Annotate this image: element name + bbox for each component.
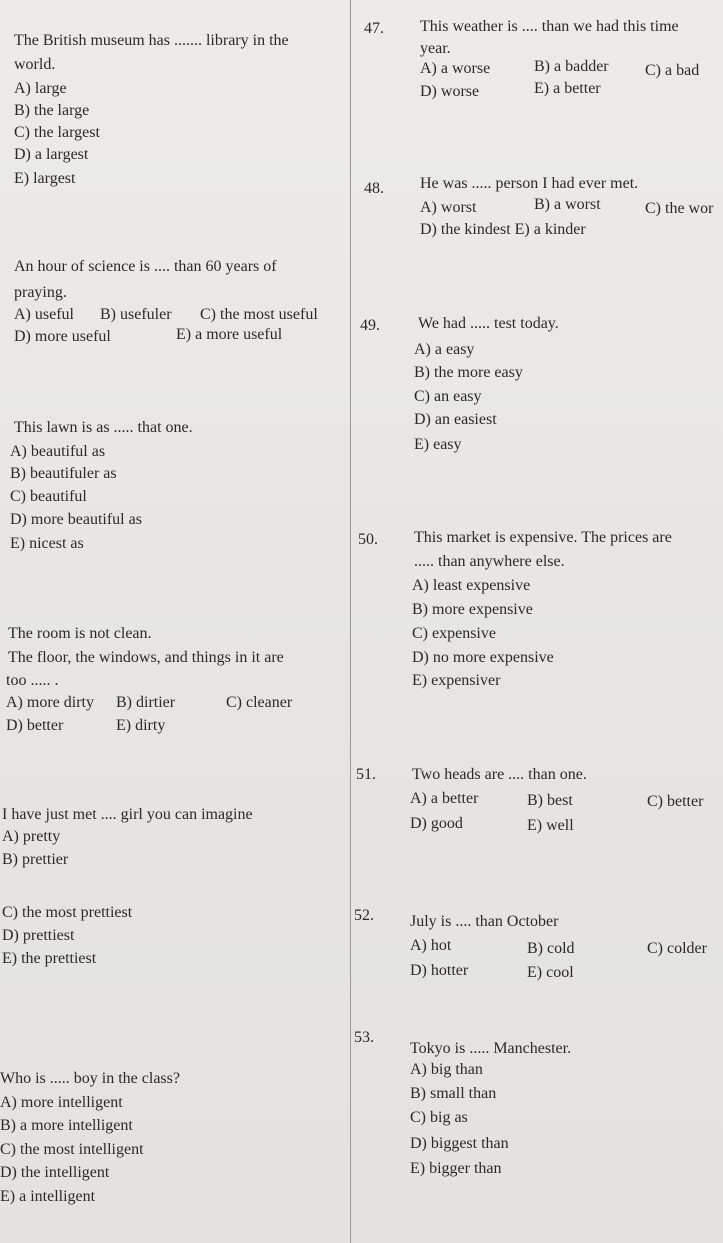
option-c: C) beautiful — [10, 488, 87, 505]
option-e: E) the prettiest — [2, 950, 97, 967]
option-e: E) a better — [534, 80, 601, 97]
option-b: B) beautifuler as — [10, 465, 117, 482]
option-b: B) dirtier — [116, 694, 176, 711]
option-a: A) big than — [410, 1061, 483, 1078]
column-divider — [350, 0, 351, 1243]
option-d: D) prettiest — [2, 927, 75, 944]
option-e: E) dirty — [116, 717, 166, 734]
option-d: D) no more expensive — [412, 649, 554, 666]
option-e: E) cool — [527, 964, 574, 981]
option-d: D) biggest than — [410, 1135, 509, 1152]
question-number: 47. — [364, 20, 384, 37]
option-c: C) a bad — [645, 62, 700, 79]
option-c: C) the most useful — [200, 306, 318, 323]
option-b: B) the more easy — [414, 364, 523, 381]
option-e: E) nicest as — [10, 535, 84, 552]
option-c: C) cleaner — [226, 694, 293, 711]
question-stem: world. — [14, 56, 56, 73]
option-e: E) easy — [414, 436, 462, 453]
option-a: A) a worse — [420, 60, 491, 77]
option-e: E) a intelligent — [0, 1188, 96, 1205]
question-stem: Tokyo is ..... Manchester. — [410, 1040, 572, 1057]
option-a: A) large — [14, 80, 67, 97]
option-a: A) least expensive — [412, 577, 531, 594]
option-e: E) largest — [14, 170, 76, 187]
option-d: D) worse — [420, 83, 480, 100]
option-c: C) big as — [410, 1109, 468, 1126]
option-e: E) bigger than — [410, 1160, 502, 1177]
option-b: B) a worst — [534, 196, 601, 213]
option-d: D) an easiest — [414, 411, 497, 428]
option-a: A) hot — [410, 937, 452, 954]
option-c: C) better — [647, 793, 704, 810]
option-c: C) the wor — [645, 200, 714, 217]
option-b: B) small than — [410, 1085, 497, 1102]
question-stem: Two heads are .... than one. — [412, 766, 587, 783]
question-stem: I have just met .... girl you can imagine — [2, 806, 253, 823]
option-b: B) prettier — [2, 851, 69, 868]
option-d: D) hotter — [410, 962, 469, 979]
option-c: C) colder — [647, 940, 707, 957]
option-b: B) cold — [527, 940, 575, 957]
question-stem: The room is not clean. — [8, 625, 152, 642]
question-stem: The British museum has ....... library in the — [14, 32, 289, 49]
option-b: B) best — [527, 792, 573, 809]
option-a: A) beautiful as — [10, 443, 106, 460]
option-a: A) pretty — [2, 828, 61, 845]
option-a: A) more intelligent — [0, 1094, 123, 1111]
question-stem: July is .... than October — [410, 913, 559, 930]
option-b: B) a badder — [534, 58, 609, 75]
question-stem: Who is ..... boy in the class? — [0, 1070, 180, 1087]
question-stem: too ..... . — [6, 672, 59, 689]
option-d-e: D) the kindest E) a kinder — [420, 221, 586, 238]
option-a: A) a better — [410, 790, 479, 807]
option-a: A) worst — [420, 199, 477, 216]
question-stem: We had ..... test today. — [418, 315, 559, 332]
question-number: 49. — [360, 317, 380, 334]
option-d: D) the intelligent — [0, 1164, 110, 1181]
question-stem: An hour of science is .... than 60 years of — [14, 258, 277, 275]
question-stem: year. — [420, 40, 451, 57]
option-a: A) more dirty — [6, 694, 94, 711]
option-e: E) a more useful — [176, 326, 283, 343]
option-b: B) usefuler — [100, 306, 172, 323]
question-number: 50. — [358, 531, 378, 548]
question-stem: He was ..... person I had ever met. — [420, 175, 639, 192]
option-c: C) the most prettiest — [2, 904, 133, 921]
option-c: C) expensive — [412, 625, 496, 642]
option-b: B) the large — [14, 102, 90, 119]
question-number: 52. — [354, 907, 374, 924]
option-c: C) the largest — [14, 124, 100, 141]
question-stem: This market is expensive. The prices are — [414, 529, 672, 546]
option-c: C) the most intelligent — [0, 1141, 144, 1158]
question-stem: This weather is .... than we had this time — [420, 18, 679, 35]
option-a: A) useful — [14, 306, 74, 323]
option-e: E) expensiver — [412, 672, 501, 689]
question-stem: ..... than anywhere else. — [414, 553, 565, 570]
option-b: B) a more intelligent — [0, 1117, 133, 1134]
question-number: 48. — [364, 180, 384, 197]
question-stem: praying. — [14, 284, 67, 301]
option-d: D) a largest — [14, 146, 89, 163]
option-d: D) good — [410, 815, 463, 832]
option-b: B) more expensive — [412, 601, 533, 618]
question-stem: The floor, the windows, and things in it are — [8, 649, 284, 666]
option-d: D) better — [6, 717, 64, 734]
question-stem: This lawn is as ..... that one. — [14, 419, 193, 436]
option-e: E) well — [527, 817, 574, 834]
option-a: A) a easy — [414, 341, 475, 358]
question-number: 51. — [356, 766, 376, 783]
option-d: D) more useful — [14, 328, 111, 345]
option-c: C) an easy — [414, 388, 482, 405]
question-number: 53. — [354, 1029, 374, 1046]
option-d: D) more beautiful as — [10, 511, 142, 528]
